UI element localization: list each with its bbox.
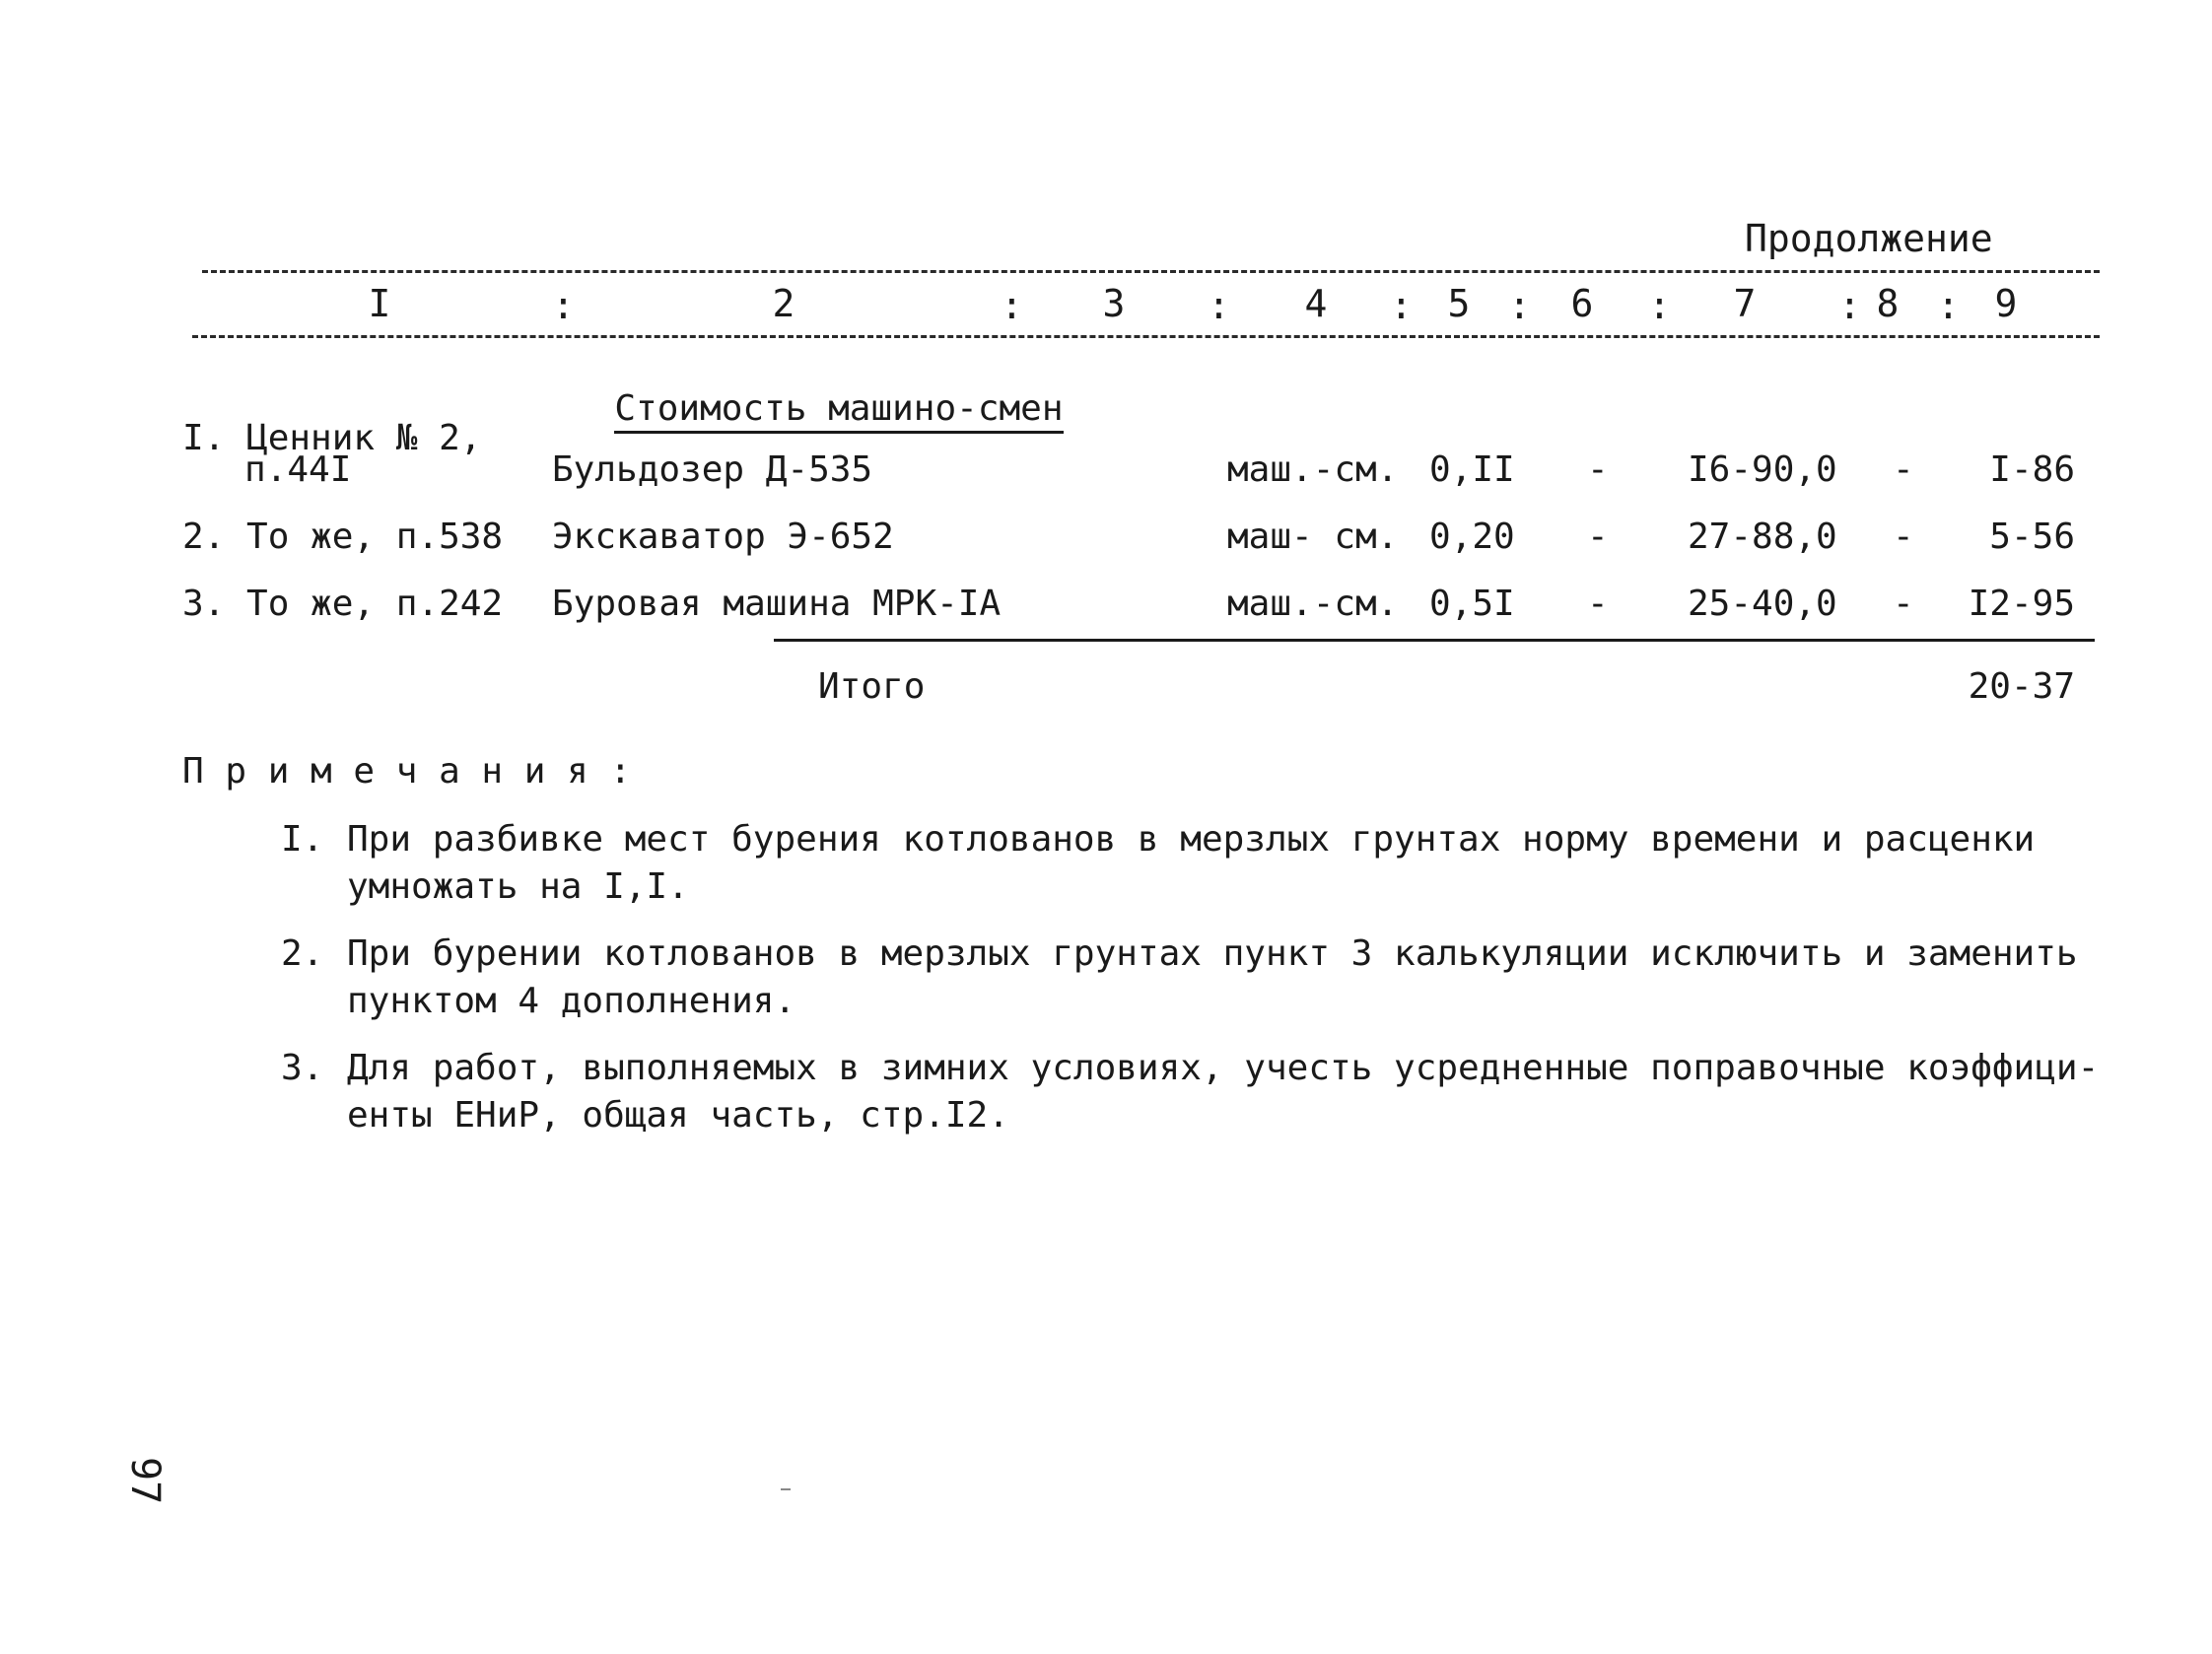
col-separator: : (1390, 284, 1413, 327)
col-header-6: 6 (1570, 282, 1594, 325)
row-unit: маш.-см. (1227, 584, 1399, 624)
row-cost: 5-56 (1989, 517, 2075, 557)
row-price: 27-88,0 (1688, 517, 1837, 557)
row-col6: - (1587, 584, 1609, 624)
row-price: I6-90,0 (1688, 449, 1837, 490)
row-ref: 2. То же, п.538 (182, 517, 504, 557)
col-header-5: 5 (1447, 282, 1471, 325)
note-text: При разбивке мест бурения котлованов в мерзлых грунтах норму времени и расценки (347, 819, 2036, 860)
col-separator: : (1208, 284, 1230, 327)
total-rule (774, 639, 2095, 642)
col-header-8: 8 (1876, 282, 1900, 325)
col-header-3: 3 (1102, 282, 1126, 325)
row-cost: I2-95 (1968, 584, 2075, 624)
col-separator: : (1838, 284, 1861, 327)
row-qty: 0,5I (1429, 584, 1515, 624)
note-number: 2. (281, 933, 324, 974)
row-price: 25-40,0 (1688, 584, 1837, 624)
row-ref: I. Ценник № 2, (182, 418, 482, 458)
row-qty: 0,20 (1429, 517, 1515, 557)
header-bottom-rule (192, 335, 2100, 338)
row-col6: - (1587, 517, 1609, 557)
section-title (572, 347, 1064, 430)
note-number: 3. (281, 1048, 324, 1088)
row-ref-cont: п.44I (244, 449, 352, 490)
row-col6: - (1587, 449, 1609, 490)
col-separator: : (552, 284, 575, 327)
row-col8: - (1893, 584, 1914, 624)
row-qty: 0,II (1429, 449, 1515, 490)
note-text-cont: енты ЕНиР, общая часть, стр.I2. (347, 1095, 1009, 1136)
row-ref: 3. То же, п.242 (182, 584, 504, 624)
row-unit: маш.-см. (1227, 449, 1399, 490)
col-header-7: 7 (1733, 282, 1757, 325)
section-title-text: Стоимость машино-смен (614, 388, 1063, 434)
continuation-label: Продолжение (1745, 217, 1993, 260)
page-number: 97 (122, 1457, 168, 1505)
col-separator: : (1001, 284, 1023, 327)
row-name: Буровая машина МРК-IA (552, 584, 1002, 624)
row-name: Бульдозер Д-535 (552, 449, 873, 490)
scan-mark (781, 1488, 791, 1490)
note-text: При бурении котлованов в мерзлых грунтах пункт 3 калькуляции исключить и заменить (347, 933, 2078, 974)
col-separator: : (1937, 284, 1960, 327)
col-separator: : (1508, 284, 1531, 327)
col-separator: : (1648, 284, 1671, 327)
total-value: 20-37 (1968, 666, 2075, 707)
note-text: Для работ, выполняемых в зимних условиях, учесть усредненные поправочные коэффици- (347, 1048, 2100, 1088)
row-col8: - (1893, 449, 1914, 490)
note-text-cont: пунктом 4 дополнения. (347, 981, 796, 1021)
header-top-rule (202, 270, 2100, 273)
row-col8: - (1893, 517, 1914, 557)
row-cost: I-86 (1989, 449, 2075, 490)
total-label: Итого (818, 666, 926, 707)
col-header-2: 2 (772, 282, 795, 325)
note-text-cont: умножать на I,I. (347, 866, 689, 907)
col-header-4: 4 (1304, 282, 1328, 325)
notes-title: П р и м е ч а н и я : (182, 751, 632, 792)
col-header-1: I (368, 282, 391, 325)
row-name: Экскаватор Э-652 (552, 517, 894, 557)
row-unit: маш- см. (1227, 517, 1399, 557)
col-header-9: 9 (1994, 282, 2018, 325)
note-number: I. (281, 819, 324, 860)
